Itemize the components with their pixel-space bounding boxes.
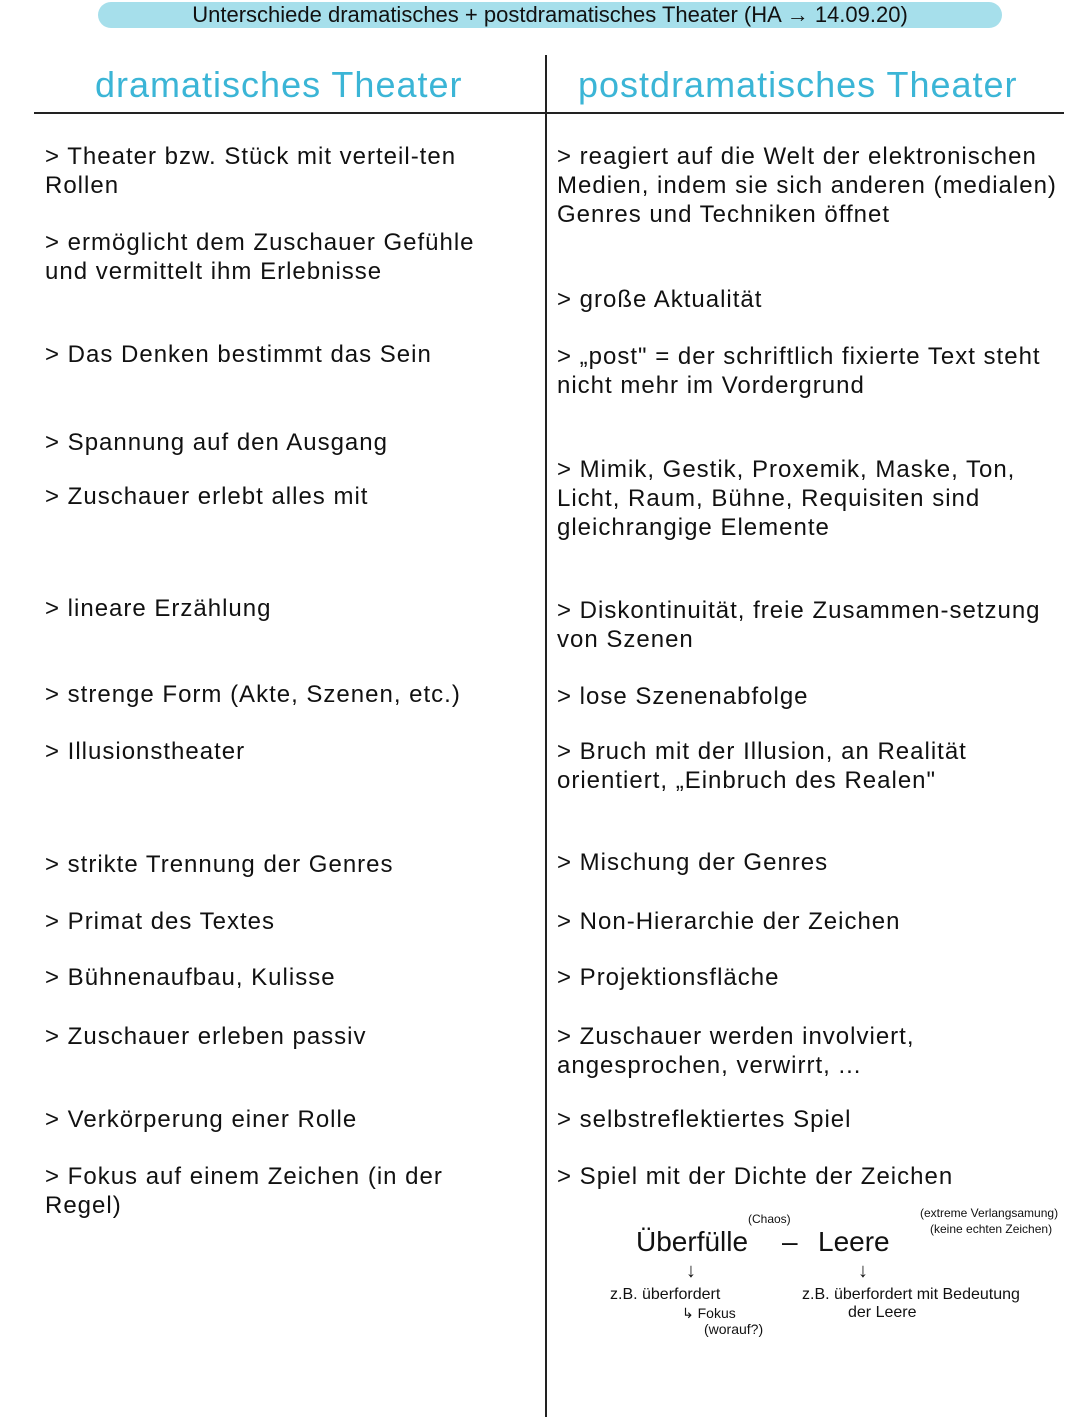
emptiness-note-2: (keine echten Zeichen)	[930, 1222, 1053, 1236]
page-title: Unterschiede dramatisches + postdramatisches Theater (HA → 14.09.20)	[98, 2, 1002, 28]
right-item: > große Aktualität	[557, 286, 763, 313]
vertical-divider	[545, 55, 547, 1417]
left-item: > lineare Erzählung	[45, 595, 272, 622]
left-item: > Das Denken bestimmt das Sein	[45, 341, 432, 368]
left-item: > Zuschauer erleben passiv	[45, 1023, 367, 1050]
left-item: > ermöglicht dem Zuschauer Gefühle und vermittelt ihm Erlebnisse	[45, 229, 475, 285]
arrow-down-icon: ↓	[858, 1260, 868, 1282]
emptiness-example-2: der Leere	[848, 1304, 917, 1321]
chaos-note: (Chaos)	[748, 1212, 791, 1226]
right-item: > Zuschauer werden involviert, angesprochen, verwirrt, ...	[557, 1023, 915, 1079]
left-item: > Theater bzw. Stück mit verteil-ten Rollen	[45, 143, 457, 199]
left-item: > Zuschauer erlebt alles mit	[45, 483, 369, 510]
right-item: > reagiert auf die Welt der elektronischen Medien, indem sie sich anderen (medialen) Genres und Techniken öffnet	[557, 143, 1057, 228]
right-item: > lose Szenenabfolge	[557, 683, 809, 710]
arrow-down-icon: ↓	[686, 1260, 696, 1282]
overfill-example: z.B. überfordert	[610, 1286, 721, 1303]
dash: –	[782, 1226, 798, 1257]
horizontal-divider	[34, 112, 1064, 114]
left-item: > Illusionstheater	[45, 738, 246, 765]
emptiness-example: z.B. überfordert mit Bedeutung	[802, 1286, 1020, 1303]
right-item: > „post" = der schriftlich fixierte Text steht nicht mehr im Vordergrund	[557, 343, 1041, 399]
left-column-heading: dramatisches Theater	[95, 64, 463, 105]
right-item: > selbstreflektiertes Spiel	[557, 1106, 852, 1133]
right-column-heading: postdramatisches Theater	[578, 64, 1018, 105]
overfill-example-focus: ↳ Fokus	[682, 1305, 736, 1321]
left-item: > Fokus auf einem Zeichen (in der Regel)	[45, 1163, 443, 1219]
left-item: > Primat des Textes	[45, 908, 275, 935]
right-item: > Diskontinuität, freie Zusammen-setzung von Szenen	[557, 597, 1041, 653]
right-item: > Non-Hierarchie der Zeichen	[557, 908, 901, 935]
overfill-term: Überfülle	[636, 1226, 749, 1257]
left-item: > strenge Form (Akte, Szenen, etc.)	[45, 681, 461, 708]
emptiness-note-1: (extreme Verlangsamung)	[920, 1206, 1059, 1220]
right-item: > Mischung der Genres	[557, 849, 829, 876]
left-item: > strikte Trennung der Genres	[45, 851, 394, 878]
emptiness-term: Leere	[818, 1226, 890, 1257]
left-item: > Bühnenaufbau, Kulisse	[45, 964, 336, 991]
overfill-example-question: (worauf?)	[704, 1321, 764, 1337]
right-item: > Projektionsfläche	[557, 964, 780, 991]
right-item: > Spiel mit der Dichte der Zeichen	[557, 1163, 954, 1190]
right-item: > Mimik, Gestik, Proxemik, Maske, Ton, Licht, Raum, Bühne, Requisiten sind gleichrangige Elemente	[557, 456, 1016, 541]
right-item: > Bruch mit der Illusion, an Realität orientiert, „Einbruch des Realen"	[557, 738, 967, 794]
left-item: > Spannung auf den Ausgang	[45, 429, 388, 456]
left-item: > Verkörperung einer Rolle	[45, 1106, 358, 1133]
